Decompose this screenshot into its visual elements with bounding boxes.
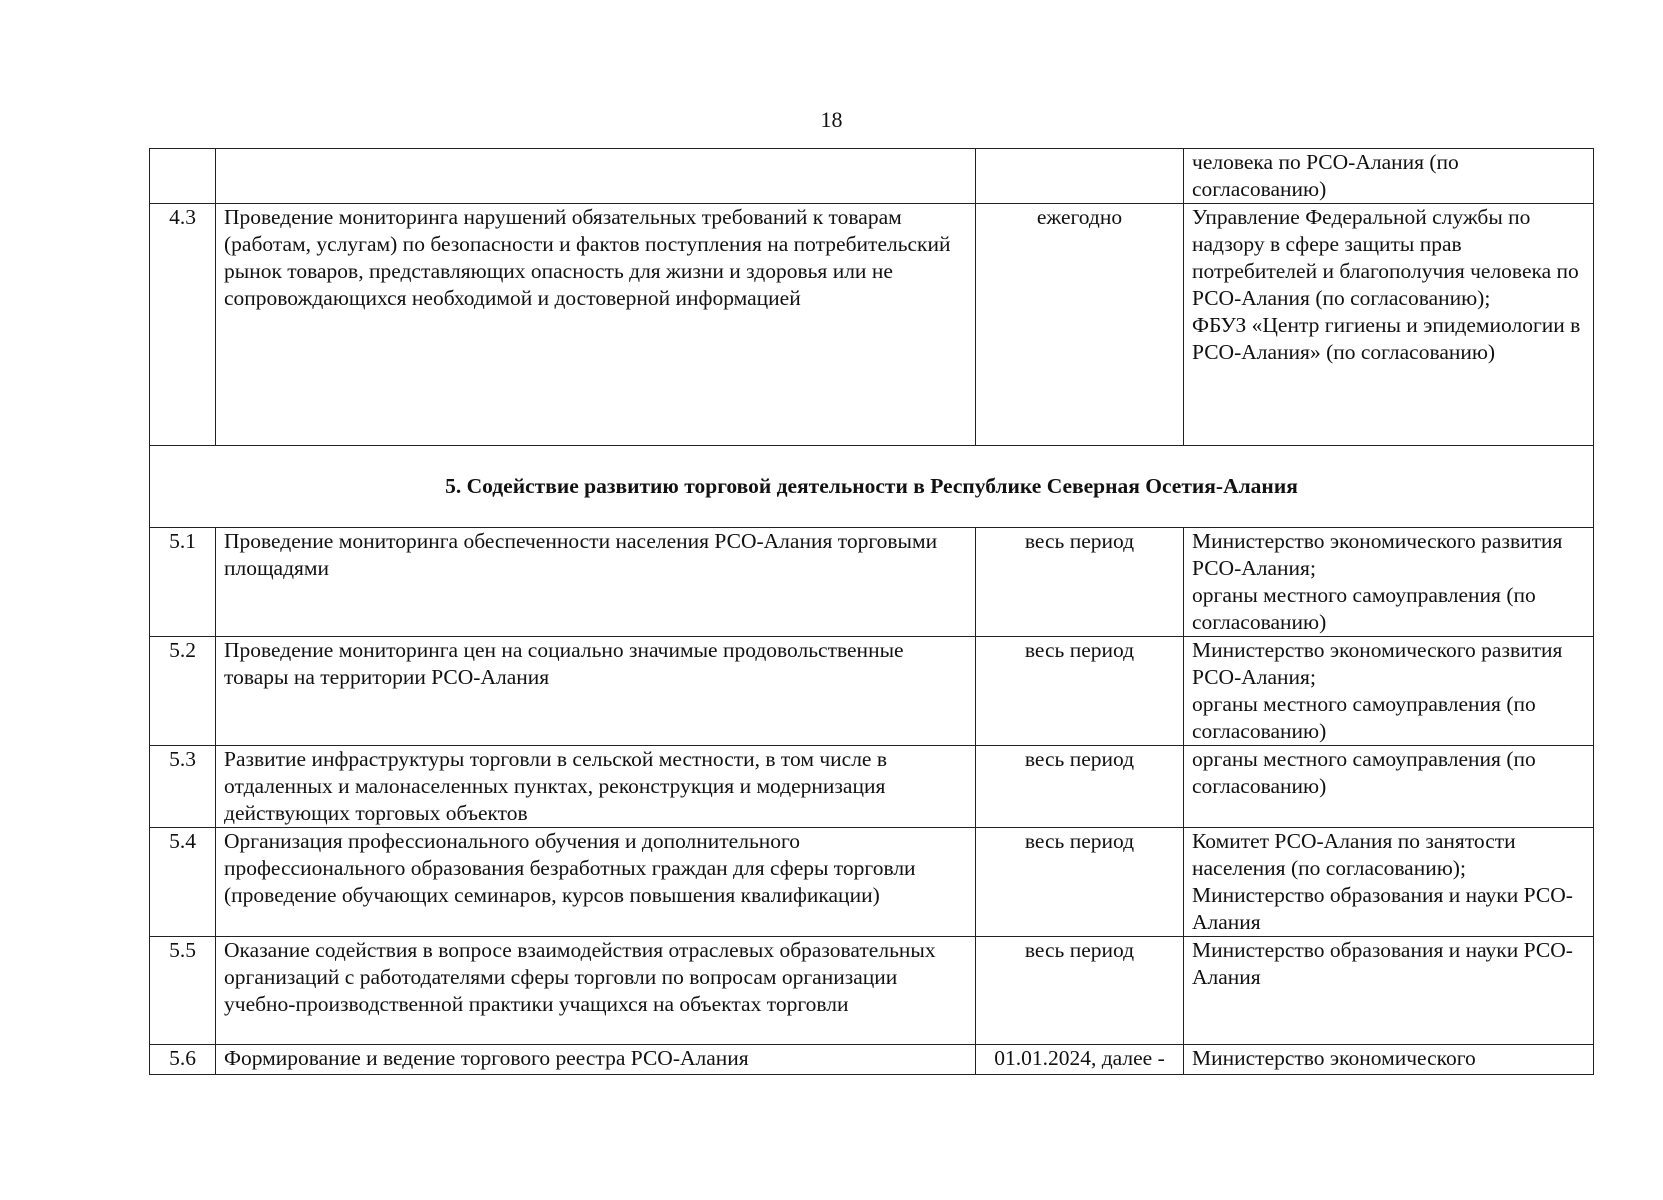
table-row (150, 1045, 1594, 1075)
row-description: Проведение мониторинга нарушений обязательных требований к товарам (работам, услугам) по безопасности и фактов поступления на потребительский рынок товаров, представляющих опасность для жизни и здоровья или не сопровождающихся необходимой и достоверной информацией (216, 204, 976, 446)
responsible-line: Министерство экономического развития РСО-Алания; (1192, 638, 1563, 689)
row-term (976, 149, 1184, 204)
table-row (150, 528, 1594, 637)
table-row (150, 746, 1594, 828)
row-number: 5.1 (150, 528, 216, 637)
row-responsible (1184, 746, 1594, 828)
responsible-line: Министерство образования и науки РСО-Алания (1192, 938, 1573, 989)
row-term: 01.01.2024, далее - (976, 1045, 1184, 1075)
row-number: 5.5 (150, 937, 216, 1045)
row-responsible (1184, 637, 1594, 746)
row-term: весь период (976, 528, 1184, 637)
row-description (216, 149, 976, 204)
table-row (150, 149, 1594, 204)
responsible-line: Министерство образования и науки РСО-Алания (1192, 883, 1573, 934)
row-term: ежегодно (976, 204, 1184, 446)
row-description: Проведение мониторинга обеспеченности населения РСО-Алания торговыми площадями (216, 528, 976, 637)
row-term: весь период (976, 828, 1184, 937)
table-row (150, 637, 1594, 746)
row-number: 5.3 (150, 746, 216, 828)
row-number: 5.4 (150, 828, 216, 937)
table-row (150, 937, 1594, 1045)
responsible-line: Министерство экономического развития РСО-Алания; (1192, 529, 1563, 580)
responsible-line: Управление Федеральной службы по надзору в сфере защиты прав потребителей и благополучия человека по РСО-Алания (по согласованию); (1192, 205, 1579, 310)
row-number: 5.2 (150, 637, 216, 746)
action-plan-table (149, 148, 1594, 1075)
row-responsible (1184, 937, 1594, 1045)
row-term: весь период (976, 746, 1184, 828)
responsible-line: Комитет РСО-Алания по занятости населения (по согласованию); (1192, 829, 1516, 880)
row-description: Организация профессионального обучения и дополнительного профессионального образования безработных граждан для сферы торговли (проведение обучающих семинаров, курсов повышения квалификации) (216, 828, 976, 937)
row-responsible (1184, 1045, 1594, 1075)
row-responsible (1184, 528, 1594, 637)
row-number (150, 149, 216, 204)
row-description: Оказание содействия в вопросе взаимодействия отраслевых образовательных организаций с работодателями сферы торговли по вопросам организации учебно-производственной практики учащихся на объектах торговли (216, 937, 976, 1045)
page-number: 18 (820, 107, 843, 132)
row-description: Формирование и ведение торгового реестра РСО-Алания (216, 1045, 976, 1075)
responsible-line: Министерство экономического (1192, 1046, 1476, 1070)
row-responsible (1184, 149, 1594, 204)
responsible-line: человека по РСО-Алания (по (1192, 150, 1459, 174)
table-row (150, 204, 1594, 446)
responsible-line: ФБУЗ «Центр гигиены и эпидемиологии в РСО-Алания» (по согласованию) (1192, 313, 1581, 364)
section-title: 5. Содействие развитию торговой деятельности в Республике Северная Осетия-Алания (150, 446, 1594, 528)
responsible-line: органы местного самоуправления (по согласованию) (1192, 747, 1536, 798)
row-number: 5.6 (150, 1045, 216, 1075)
row-description: Проведение мониторинга цен на социально значимые продовольственные товары на территории РСО-Алания (216, 637, 976, 746)
row-responsible (1184, 204, 1594, 446)
row-number: 4.3 (150, 204, 216, 446)
row-description: Развитие инфраструктуры торговли в сельской местности, в том числе в отдаленных и малонаселенных пунктах, реконструкция и модернизация действующих торговых объектов (216, 746, 976, 828)
section-row (150, 446, 1594, 528)
responsible-line: органы местного самоуправления (по согласованию) (1192, 692, 1536, 743)
responsible-line: органы местного самоуправления (по согласованию) (1192, 583, 1536, 634)
row-term: весь период (976, 637, 1184, 746)
row-term: весь период (976, 937, 1184, 1045)
responsible-line: согласованию) (1192, 177, 1327, 201)
table-row (150, 828, 1594, 937)
row-responsible (1184, 828, 1594, 937)
